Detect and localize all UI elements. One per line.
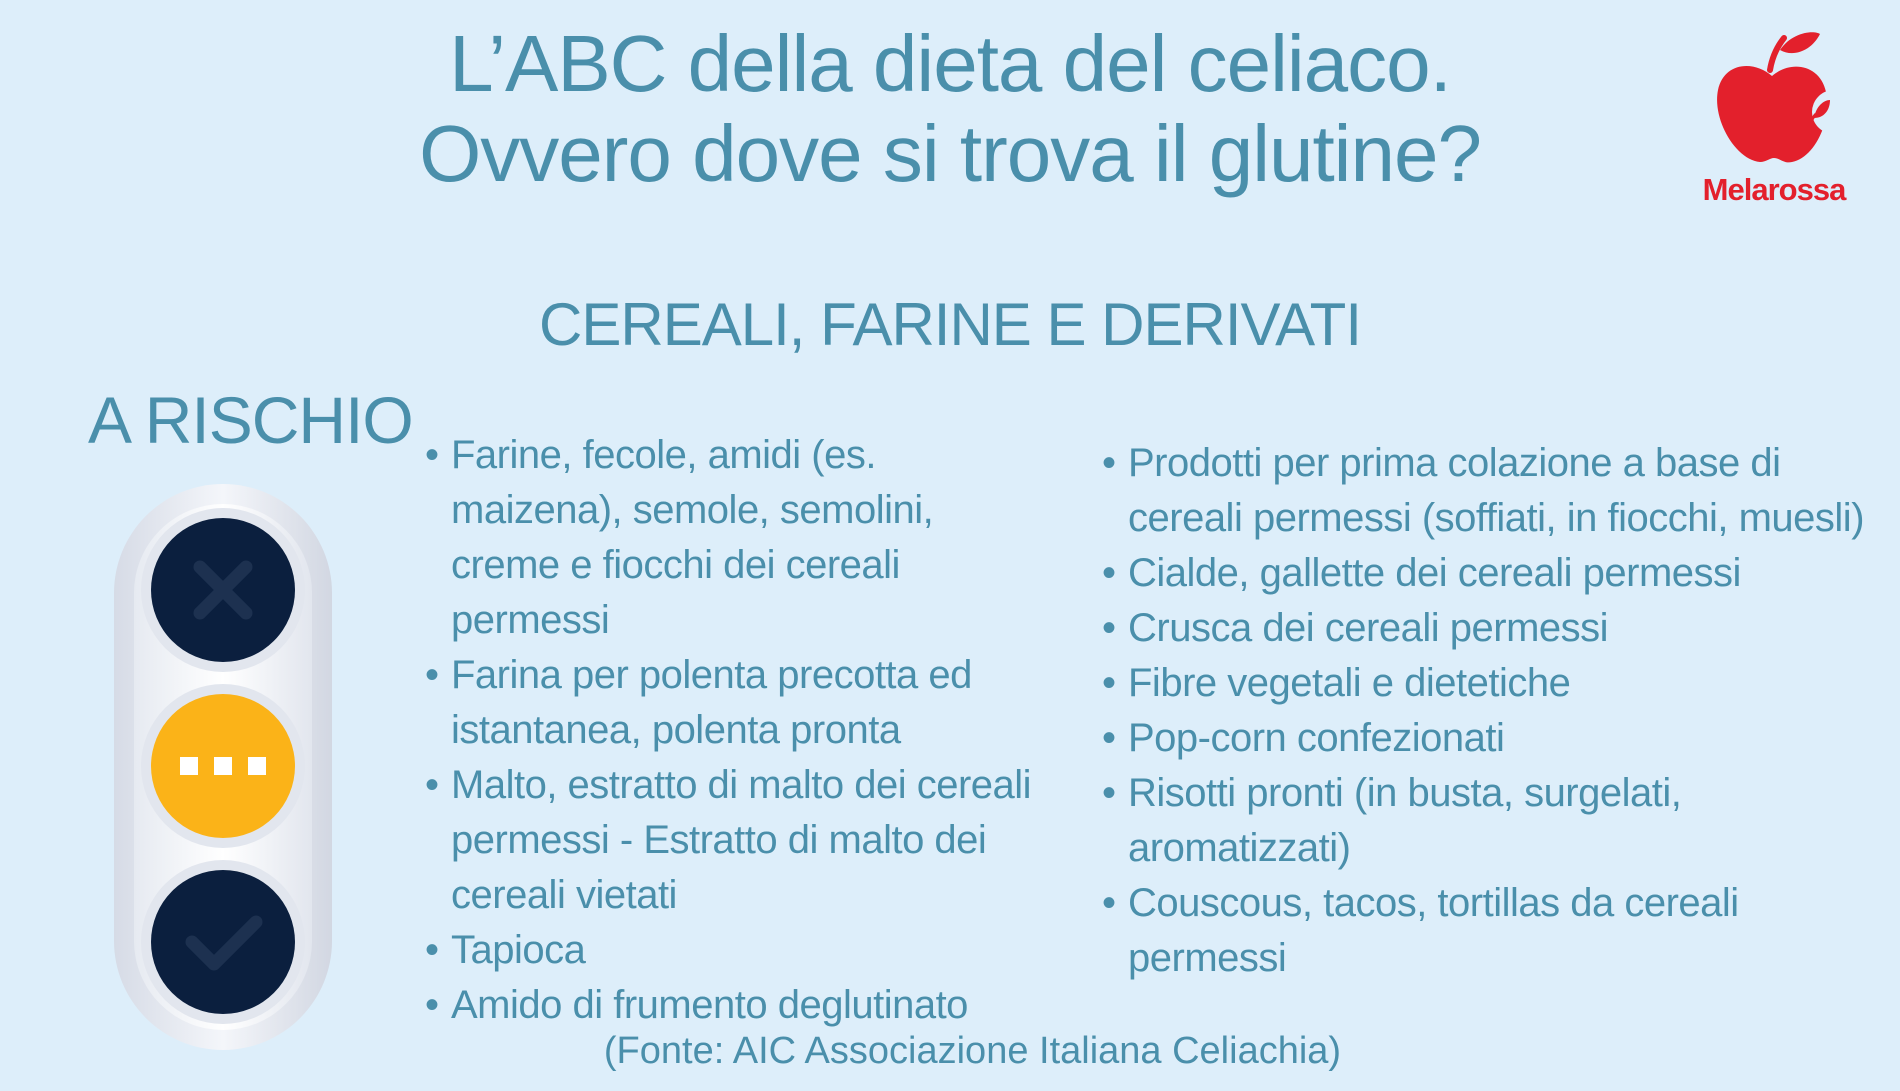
list-item: • Crusca dei cereali permessi: [1102, 601, 1882, 656]
section-title: CEREALI, FARINE E DERIVATI: [539, 291, 1361, 358]
green-light: [141, 860, 305, 1024]
allowed-list-left: [425, 428, 1045, 1033]
melarossa-logo: [1684, 30, 1864, 215]
title-line-1: L’ABC della dieta del celiaco.: [449, 19, 1451, 108]
traffic-light: [112, 482, 334, 1052]
list-item: • Pop-corn confezionati: [1102, 711, 1882, 766]
red-light: [141, 508, 305, 672]
list-item: • Risotti pronti (in busta, surgelati, aromatizzati): [1102, 766, 1882, 876]
list-item: • Farine, fecole, amidi (es. maizena), semole, semolini, creme e fiocchi dei cereali permessi: [425, 428, 1045, 648]
status-label: A RISCHIO: [88, 383, 413, 457]
ellipsis-icon: [180, 757, 266, 775]
apple-icon: [1684, 30, 1864, 170]
yellow-light: [141, 684, 305, 848]
list-item: • Malto, estratto di malto dei cereali permessi - Estratto di malto dei cereali vietati: [425, 758, 1045, 923]
list-item: • Couscous, tacos, tortillas da cereali permessi: [1102, 876, 1882, 986]
list-item: • Amido di frumento deglutinato: [425, 978, 1045, 1033]
logo-text: Melarossa: [1702, 172, 1846, 207]
source-note: (Fonte: AIC Associazione Italiana Celiachia): [603, 1030, 1342, 1072]
list-item: • Farina per polenta precotta ed istantanea, polenta pronta: [425, 648, 1045, 758]
allowed-list-right: [1102, 436, 1882, 986]
list-item: • Prodotti per prima colazione a base di cereali permessi (soffiati, in fiocchi, muesli): [1102, 436, 1882, 546]
list-item: • Tapioca: [425, 923, 1045, 978]
list-item: • Fibre vegetali e dietetiche: [1102, 656, 1882, 711]
list-item: • Cialde, gallette dei cereali permessi: [1102, 546, 1882, 601]
page-title: [0, 18, 1900, 200]
title-line-2: Ovvero dove si trova il glutine?: [419, 109, 1481, 198]
